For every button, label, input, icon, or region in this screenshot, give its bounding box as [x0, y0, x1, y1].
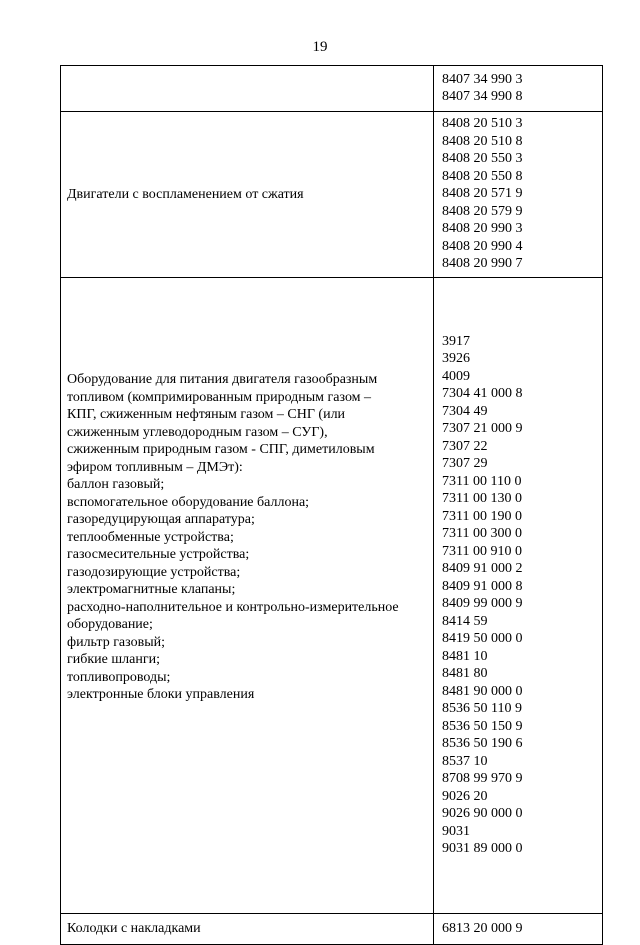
- description-line: электронные блоки управления: [67, 687, 255, 702]
- code-item: 7304 49: [442, 403, 488, 419]
- description-line: расходно-наполнительное и контрольно-измерительное: [67, 599, 399, 615]
- code-item: 8408 20 579 9: [442, 203, 523, 219]
- code-item: 8481 80: [442, 666, 488, 681]
- description-line: Оборудование для питания двигателя газообразным: [67, 372, 378, 387]
- code-item: 7311 00 190 0: [442, 508, 522, 524]
- code-item: 8407 34 990 8: [442, 89, 523, 104]
- description-cell: [61, 278, 434, 914]
- code-item: 8708 99 970 9: [442, 771, 523, 786]
- code-item: 8408 20 990 7: [442, 256, 523, 272]
- description-line: сжиженным природным газом - СПГ, диметиловым: [67, 442, 375, 457]
- table-row: [61, 914, 603, 945]
- codes-cell: [434, 112, 603, 278]
- tnved-code-table: [60, 65, 603, 945]
- code-item: 8409 91 000 8: [442, 578, 523, 594]
- description-line: гибкие шланги;: [67, 652, 160, 667]
- code-item: 7307 29: [442, 456, 488, 471]
- table-row: [61, 66, 603, 112]
- code-item: 8408 20 550 3: [442, 151, 523, 167]
- code-item: 8481 10: [442, 648, 488, 664]
- description-line: электромагнитные клапаны;: [67, 582, 236, 597]
- code-item: 8408 20 510 8: [442, 133, 523, 149]
- code-item: 8536 50 110 9: [442, 701, 522, 716]
- table-row: [61, 112, 603, 278]
- code-item: 8407 34 990 3: [442, 71, 523, 87]
- codes-cell: [434, 914, 603, 945]
- code-item: 9026 90 000 0: [442, 806, 523, 821]
- code-item: 8537 10: [442, 753, 488, 769]
- description-text: Двигатели с воспламенением от сжатия: [67, 186, 304, 202]
- code-item: 7311 00 300 0: [442, 526, 522, 541]
- code-item: 8409 91 000 2: [442, 561, 523, 576]
- codes-cell: [434, 278, 603, 914]
- code-item: 8481 90 000 0: [442, 683, 523, 699]
- description-line: баллон газовый;: [67, 477, 165, 492]
- description-line: газоредуцирующая аппаратура;: [67, 512, 255, 527]
- code-item: 4009: [442, 368, 470, 384]
- description-line: газодозирующие устройства;: [67, 564, 241, 580]
- code-item: 7311 00 910 0: [442, 543, 522, 559]
- code-item: 7311 00 110 0: [442, 473, 522, 489]
- description-line: топливопроводы;: [67, 669, 171, 685]
- description-line: топливом (компримированным природным газом –: [67, 389, 372, 405]
- code-item: 9026 20: [442, 788, 488, 804]
- description-line: сжиженным углеводородным газом – СУГ),: [67, 424, 328, 440]
- code-item: 7304 41 000 8: [442, 386, 523, 401]
- description-line: теплообменные устройства;: [67, 529, 234, 545]
- code-item: 8536 50 190 6: [442, 736, 523, 751]
- description-line: КПГ, сжиженным нефтяным газом – СНГ (или: [67, 407, 346, 422]
- description-cell: [61, 112, 434, 278]
- code-item: 8414 59: [442, 613, 488, 629]
- code-item: 6813 20 000 9: [442, 920, 523, 936]
- code-item: 8408 20 510 3: [442, 116, 523, 132]
- table-row: [61, 278, 603, 914]
- code-item: 7307 22: [442, 438, 488, 454]
- description-cell: [61, 66, 434, 112]
- code-item: 8419 50 000 0: [442, 631, 523, 646]
- description-line: газосмесительные устройства;: [67, 547, 250, 562]
- description-line: оборудование;: [67, 617, 153, 632]
- codes-cell: [434, 66, 603, 112]
- description-line: фильтр газовый;: [67, 634, 165, 650]
- code-item: 8408 20 571 9: [442, 186, 523, 202]
- code-item: 7311 00 130 0: [442, 491, 522, 506]
- code-item: 3926: [442, 351, 470, 366]
- description-cell: Колодки с накладками: [61, 914, 434, 945]
- code-item: 8408 20 990 3: [442, 221, 523, 237]
- code-item: 3917: [442, 333, 470, 349]
- code-item: 8408 20 550 8: [442, 168, 523, 184]
- description-line: вспомогательное оборудование баллона;: [67, 494, 310, 510]
- code-item: 8408 20 990 4: [442, 238, 523, 254]
- code-item: 9031 89 000 0: [442, 841, 523, 856]
- page-number: 19: [312, 39, 328, 55]
- code-item: 8536 50 150 9: [442, 718, 523, 734]
- code-item: 9031: [442, 823, 470, 839]
- code-item: 8409 99 000 9: [442, 596, 523, 611]
- code-item: 7307 21 000 9: [442, 421, 523, 436]
- description-line: эфиром топливным – ДМЭт):: [67, 459, 243, 475]
